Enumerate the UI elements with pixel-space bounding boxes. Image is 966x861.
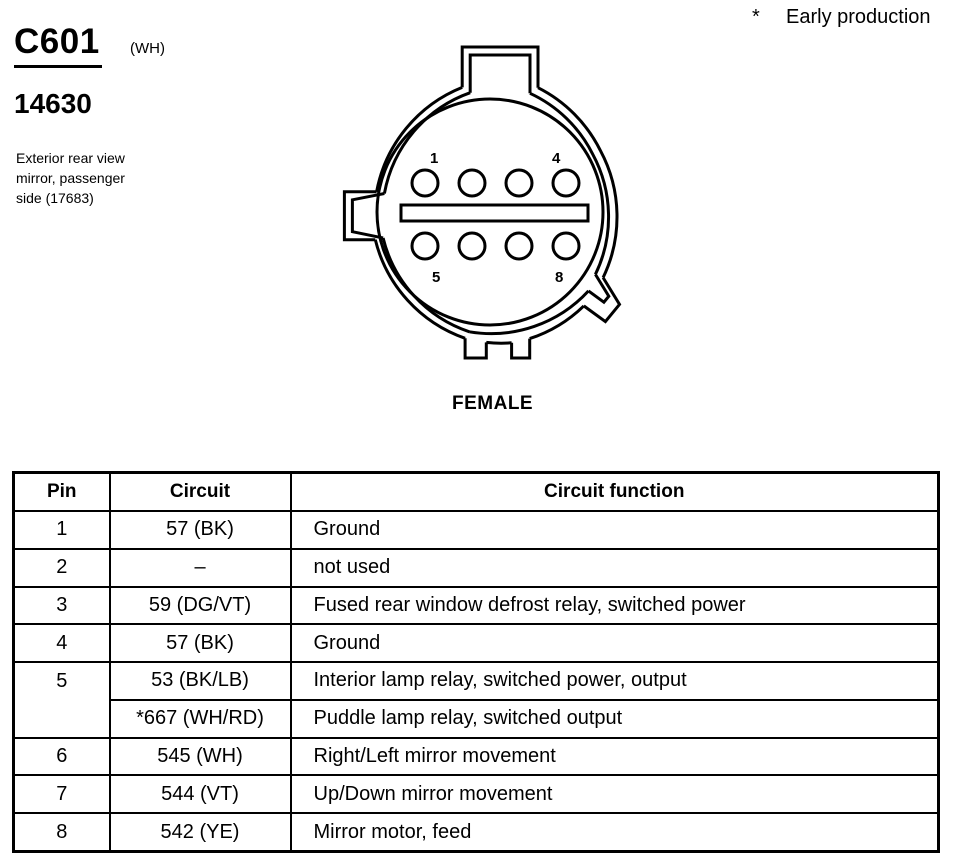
cell-circuit: 544 (VT) bbox=[110, 775, 291, 813]
cell-pin: 1 bbox=[14, 511, 110, 549]
pin-cavity-3 bbox=[506, 170, 532, 196]
cell-circuit: 53 (BK/LB) bbox=[110, 662, 291, 700]
pin-label-8: 8 bbox=[555, 269, 564, 286]
table-row bbox=[14, 775, 939, 813]
note-marker: * bbox=[752, 6, 760, 28]
cell-pin: 5 bbox=[14, 662, 110, 700]
cell-function: Puddle lamp relay, switched output bbox=[291, 700, 939, 738]
table-row bbox=[14, 813, 939, 851]
cell-pin: 6 bbox=[14, 738, 110, 776]
part-number: 14630 bbox=[14, 88, 92, 119]
table-row bbox=[14, 587, 939, 625]
table-row bbox=[14, 700, 939, 738]
header-pin: Pin bbox=[14, 473, 110, 512]
connector-outer-shell bbox=[344, 47, 619, 358]
cell-circuit: 59 (DG/VT) bbox=[110, 587, 291, 625]
cell-function: Fused rear window defrost relay, switched power bbox=[291, 587, 939, 625]
cell-circuit: *667 (WH/RD) bbox=[110, 700, 291, 738]
table-row bbox=[14, 738, 939, 776]
pin-cavity-4 bbox=[553, 170, 579, 196]
cell-pin: 3 bbox=[14, 587, 110, 625]
cell-circuit: – bbox=[110, 549, 291, 587]
cell-function: Ground bbox=[291, 511, 939, 549]
header-circuit: Circuit bbox=[110, 473, 291, 512]
cell-pin bbox=[14, 700, 110, 738]
connector-insert bbox=[377, 99, 603, 325]
cell-pin: 7 bbox=[14, 775, 110, 813]
cell-circuit: 545 (WH) bbox=[110, 738, 291, 776]
early-production-note bbox=[752, 6, 931, 29]
cell-function: Interior lamp relay, switched power, output bbox=[291, 662, 939, 700]
pin-assignment-table bbox=[12, 471, 940, 853]
latch-bar bbox=[401, 205, 588, 221]
cell-pin: 4 bbox=[14, 624, 110, 662]
connector-id: C601 bbox=[14, 22, 100, 61]
table-row bbox=[14, 549, 939, 587]
table-row bbox=[14, 624, 939, 662]
note-text: Early production bbox=[786, 6, 931, 28]
cell-circuit: 57 (BK) bbox=[110, 624, 291, 662]
pin-label-4: 4 bbox=[552, 150, 561, 167]
cell-circuit: 542 (YE) bbox=[110, 813, 291, 851]
cell-pin: 8 bbox=[14, 813, 110, 851]
pin-cavity-5 bbox=[412, 233, 438, 259]
pin-cavity-6 bbox=[459, 233, 485, 259]
connector-face-diagram bbox=[330, 40, 650, 370]
pin-label-1: 1 bbox=[430, 150, 439, 167]
cell-pin: 2 bbox=[14, 549, 110, 587]
table-row bbox=[14, 662, 939, 700]
pin-cavity-8 bbox=[553, 233, 579, 259]
connector-id-underline bbox=[14, 65, 102, 68]
pin-cavity-2 bbox=[459, 170, 485, 196]
description-line: mirror, passenger bbox=[16, 170, 125, 186]
pin-cavity-1 bbox=[412, 170, 438, 196]
pin-label-5: 5 bbox=[432, 269, 441, 286]
description-line: Exterior rear view bbox=[16, 150, 125, 166]
table-header-row bbox=[14, 473, 939, 512]
cell-function: Right/Left mirror movement bbox=[291, 738, 939, 776]
connector-color: (WH) bbox=[130, 40, 165, 57]
cell-function: Ground bbox=[291, 624, 939, 662]
connector-gender-label: FEMALE bbox=[452, 393, 534, 414]
cell-function: Mirror motor, feed bbox=[291, 813, 939, 851]
connector-description bbox=[16, 148, 196, 208]
cell-function: not used bbox=[291, 549, 939, 587]
pin-cavity-7 bbox=[506, 233, 532, 259]
header-circuit-function: Circuit function bbox=[291, 473, 939, 512]
description-line: side (17683) bbox=[16, 190, 94, 206]
table-row bbox=[14, 511, 939, 549]
cell-circuit: 57 (BK) bbox=[110, 511, 291, 549]
cell-function: Up/Down mirror movement bbox=[291, 775, 939, 813]
